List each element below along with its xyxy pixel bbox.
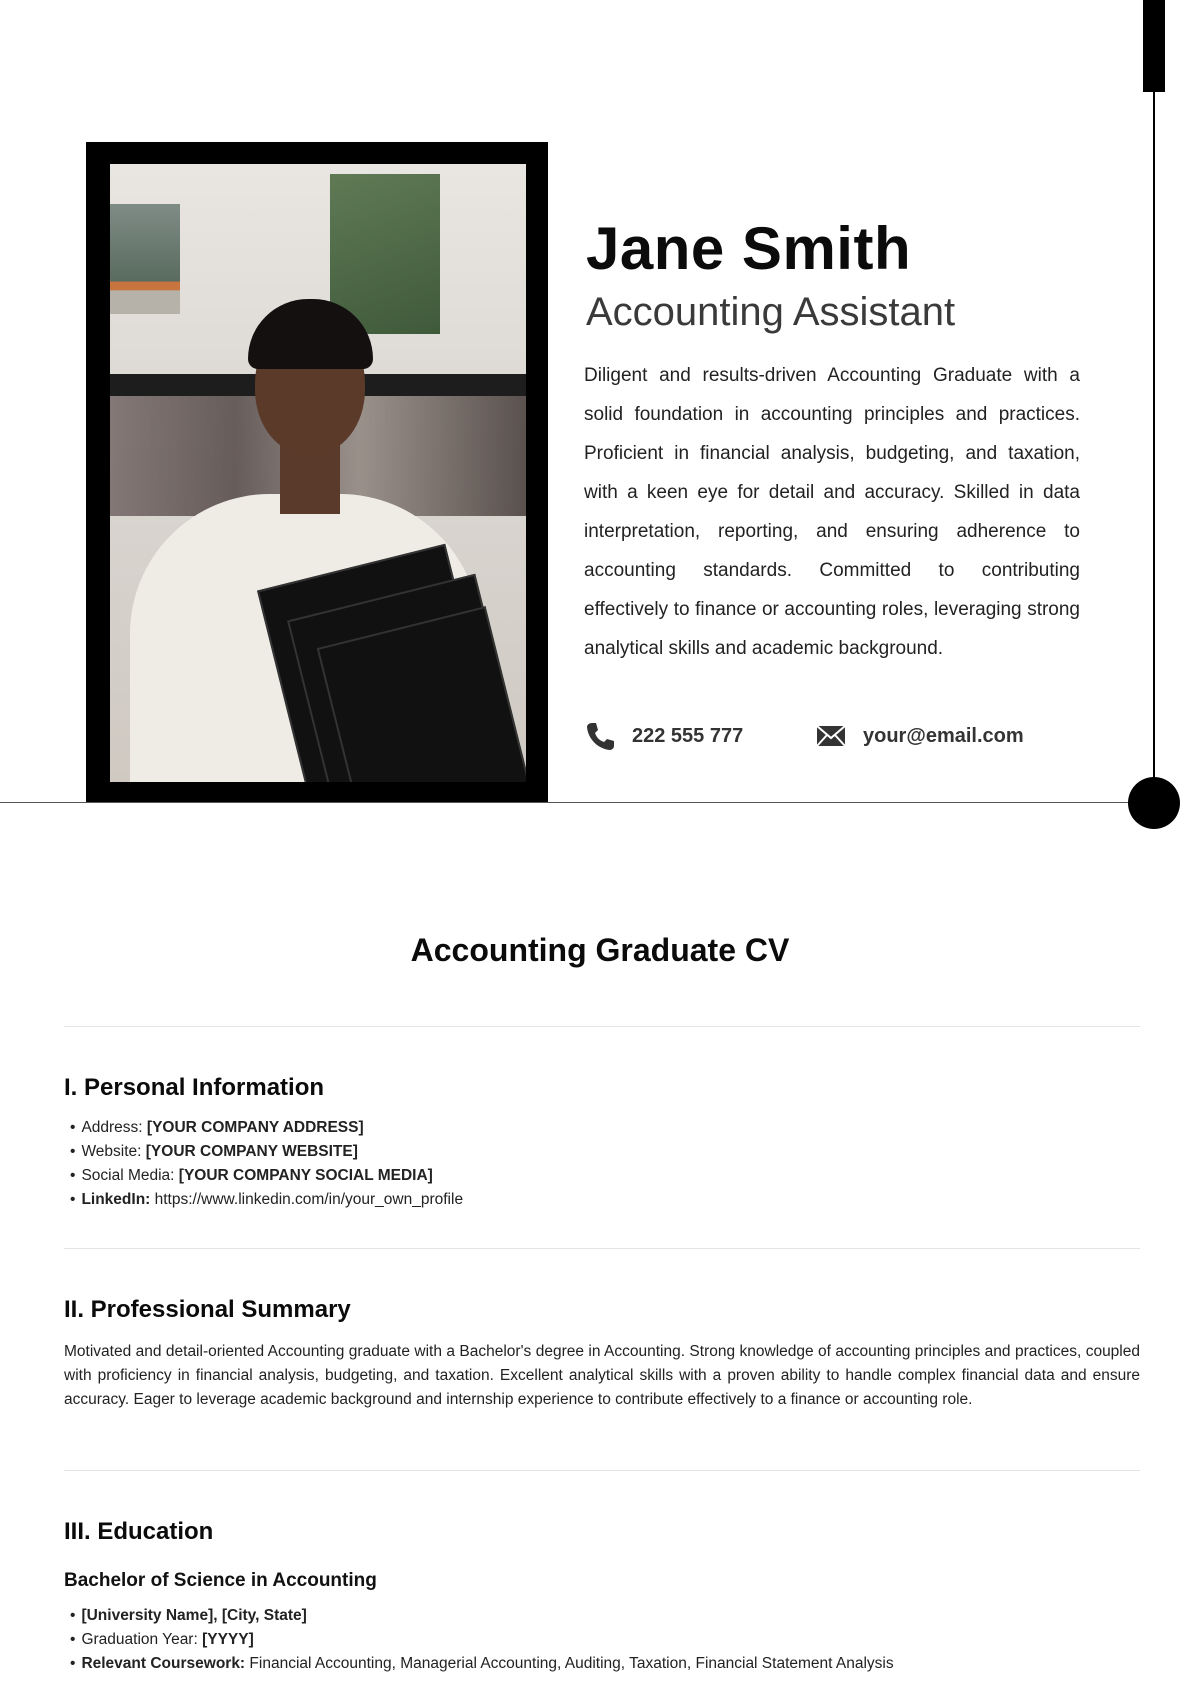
section-heading: III. Education [64,1518,214,1545]
section-divider [64,1026,1140,1027]
item-label: Relevant Coursework: [81,1655,246,1672]
section-education [64,1518,1140,1676]
decorative-vertical-line [1153,92,1155,804]
candidate-name: Jane Smith [586,215,912,282]
item-value: [YYYY] [202,1631,254,1648]
item-value: [YOUR COMPANY SOCIAL MEDIA] [178,1167,433,1184]
decorative-horizontal-line [0,802,1150,803]
list-item [64,1604,1140,1628]
job-title: Accounting Assistant [586,290,956,334]
decorative-dot [1128,777,1180,829]
profile-photo [110,164,526,782]
item-value: [University Name], [City, State] [81,1607,307,1624]
section-professional-summary [64,1296,1140,1412]
summary-text: Motivated and detail-oriented Accounting graduate with a Bachelor's degree in Accounting. Strong knowledge of accounting principles and practices, coupled with proficiency in financial analysis, budgeting, and taxation. Excellent analytical skills with a proven ability to handle complex financial data and ensure accuracy. Eager to leverage academic background and internship experience to contribute effectively to a finance or accounting role. [64,1343,1140,1408]
section-divider [64,1248,1140,1249]
item-label: Website: [81,1143,146,1160]
education-list [64,1604,1140,1676]
degree-title: Bachelor of Science in Accounting [64,1570,377,1591]
section-heading: II. Professional Summary [64,1296,351,1323]
document-title: Accounting Graduate CV [410,932,790,968]
profile-photo-frame [86,142,548,802]
decorative-top-bar [1143,0,1165,92]
item-label: LinkedIn: [81,1191,151,1208]
list-item [64,1116,1140,1140]
photo-background-painting [110,204,180,314]
list-item [64,1652,1140,1676]
contact-email[interactable] [815,720,1024,752]
list-item [64,1140,1140,1164]
item-label: Graduation Year: [81,1631,203,1648]
list-item [64,1188,1140,1212]
linkedin-link[interactable]: https://www.linkedin.com/in/your_own_profile [150,1191,464,1208]
item-value: [YOUR COMPANY ADDRESS] [146,1119,364,1136]
phone-icon [584,720,616,752]
envelope-icon [815,720,847,752]
item-label: Social Media: [81,1167,179,1184]
section-heading: I. Personal Information [64,1074,325,1101]
item-value: [YOUR COMPANY WEBSITE] [145,1143,358,1160]
candidate-bio: Diligent and results-driven Accounting Graduate with a solid foundation in accounting principles and practices. Proficient in financial analysis, budgeting, and taxation, with a keen eye for detail and accuracy. Skilled in data interpretation, reporting, and ensuring adherence to accounting standards. Committed to contributing effectively to finance or accounting roles, leveraging strong analytical skills and academic background. [584,365,1080,659]
personal-info-list [64,1116,1140,1212]
list-item [64,1164,1140,1188]
list-item [64,1628,1140,1652]
phone-number: 222 555 777 [632,724,744,747]
section-divider [64,1470,1140,1471]
item-value: Financial Accounting, Managerial Accounting, Auditing, Taxation, Financial Statement Analysis [245,1655,894,1672]
contact-phone[interactable] [584,720,743,752]
section-personal-information [64,1074,1140,1212]
item-label: Address: [81,1119,147,1136]
email-address: your@email.com [863,724,1024,747]
